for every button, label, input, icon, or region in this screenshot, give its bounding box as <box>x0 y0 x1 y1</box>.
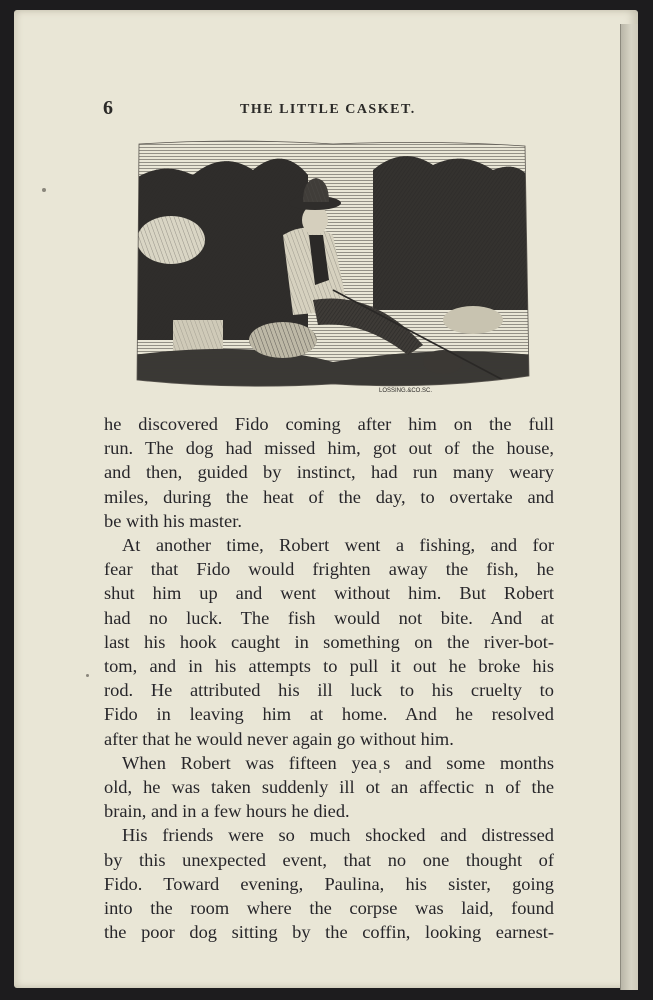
text-line: after that he would never again go without him. <box>104 728 454 749</box>
text-line: last his hook caught in something on the river-bot- <box>104 631 554 652</box>
text-line: and then, guided by instinct, had run many weary <box>104 462 554 483</box>
text-line: Fido. Toward evening, Paulina, his sister, going <box>104 873 554 894</box>
engraver-signature: LOSSING.&CO.SC. <box>379 388 433 394</box>
ink-spot <box>86 674 89 677</box>
text-line: he discovered Fido coming after him on the full <box>104 414 554 434</box>
next-page-edge <box>620 24 638 990</box>
text-line: fear that Fido would frighten away the fish, he <box>104 559 554 580</box>
text-line: into the room where the corpse was laid, found <box>104 898 554 919</box>
text-line: run. The dog had missed him, got out of the house, <box>104 438 554 459</box>
running-title: THE LITTLE CASKET. <box>240 102 416 117</box>
text-line: be with his master. <box>104 510 242 531</box>
engraving-illustration <box>133 140 531 394</box>
text-line: shut him up and went without him. But Robert <box>104 583 554 604</box>
text-line: Fido in leaving him at home. And he resolved <box>104 704 554 725</box>
text-line: brain, and in a few hours he died. <box>104 801 350 822</box>
page-number: 6 <box>103 97 113 119</box>
ink-spot <box>42 188 46 192</box>
text-line: tom, and in his attempts to pull it out he broke his <box>104 656 554 677</box>
text-line: by this unexpected event, that no one thought of <box>104 849 554 870</box>
text-line: His friends were so much shocked and distressed <box>122 825 554 846</box>
text-line: had no luck. The fish would not bite. And at <box>104 607 554 628</box>
text-line: old, he was taken suddenly ill ot an affectic n of the <box>104 777 554 798</box>
text-line: When Robert was fifteen yeaˌs and some months <box>122 752 554 773</box>
text-line: At another time, Robert went a fishing, and for <box>122 535 554 556</box>
text-line: rod. He attributed his ill luck to his cruelty to <box>104 680 554 701</box>
body-text <box>104 412 554 944</box>
text-line: miles, during the heat of the day, to overtake and <box>104 486 554 507</box>
text-line: the poor dog sitting by the coffin, looking earnest- <box>104 922 554 943</box>
